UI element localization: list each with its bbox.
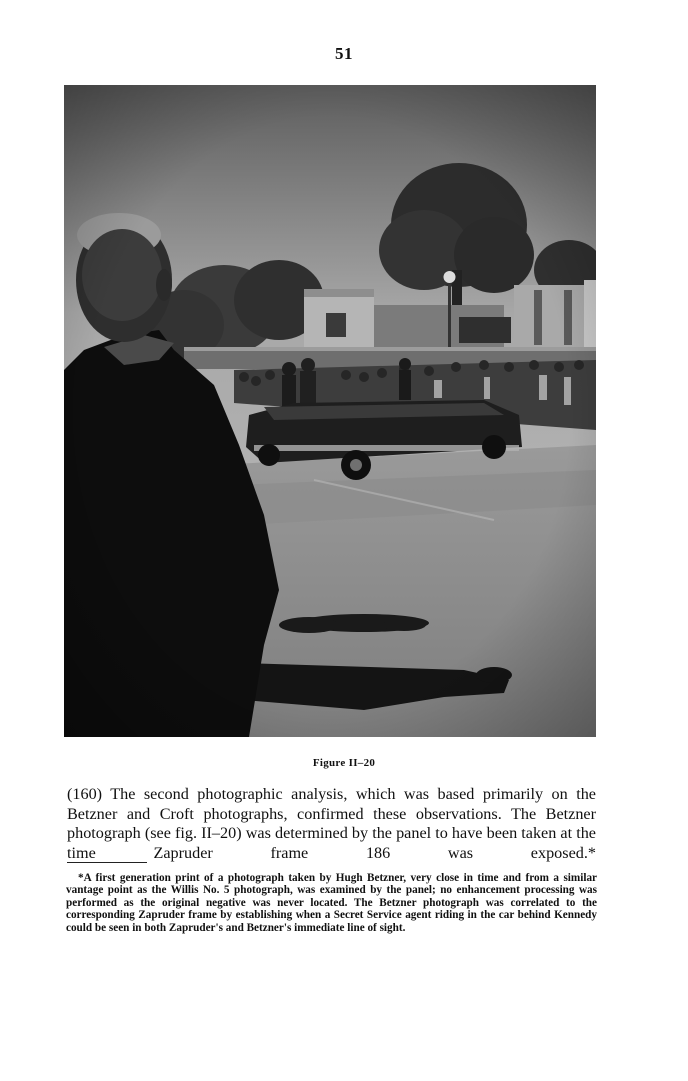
betzner-photograph <box>64 85 596 737</box>
figure-caption: Figure II–20 <box>312 757 376 769</box>
body-paragraph: (160) The second photographic analysis, which was based primarily on the Betzner and Croft photographs, confirmed these observations. The Betzner photograph (see fig. II–20) was determined by the panel to have been taken at the time Zapruder frame 186 was exposed.* <box>67 785 596 862</box>
page-number: 51 <box>335 44 353 63</box>
footnote-divider <box>67 862 147 863</box>
footnote: *A first generation print of a photograph taken by Hugh Betzner, very close in time and from a similar vantage point as the Willis No. 5 photograph, was examined by the panel; no enhancement processing was performed as the original negative was never located. The Betzner photograph was correlated to the corresponding Zapruder frame by establishing when a Secret Service agent riding in the car behind Kennedy could be seen in both Zapruder's and Betzner's immediate line of sight. <box>66 872 597 934</box>
